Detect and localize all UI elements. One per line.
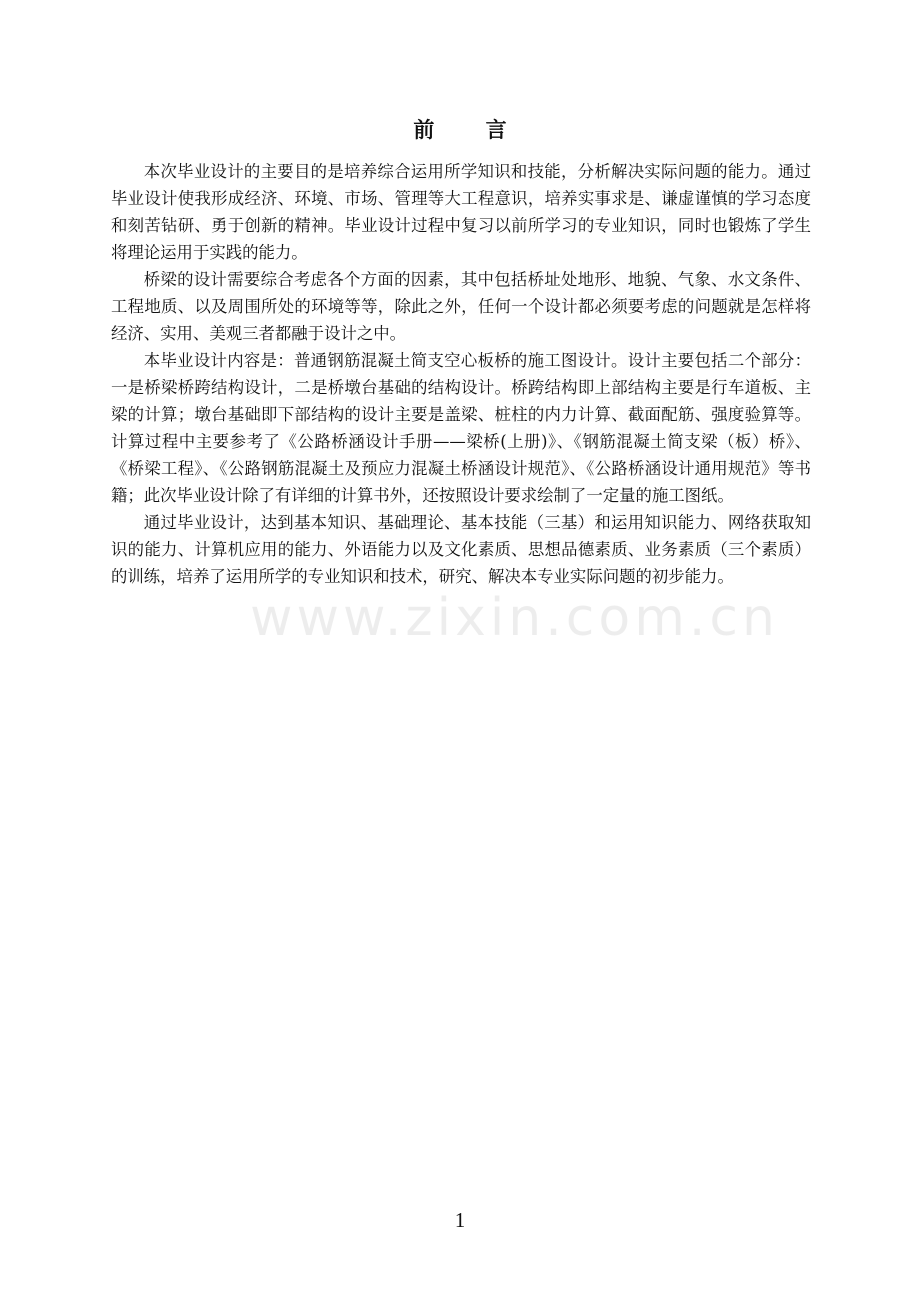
watermark: www.zixin.com.cn <box>250 588 779 648</box>
paragraph-1: 本次毕业设计的主要目的是培养综合运用所学知识和技能，分析解决实际问题的能力。通过毕业设计使我形成经济、环境、市场、管理等大工程意识，培养实事求是、谦虚谨慎的学习态度和刻苦钻研、勇于创新的精神。毕业设计过程中复习以前所学习的专业知识，同时也锻炼了学生将理论运用于实践的能力。 <box>111 162 811 262</box>
paragraph-3: 本毕业设计内容是：普通钢筋混凝土简支空心板桥的施工图设计。设计主要包括二个部分：一是桥梁桥跨结构设计，二是桥墩台基础的结构设计。桥跨结构即上部结构主要是行车道板、主梁的计算；墩台基础即下部结构的设计主要是盖梁、桩柱的内力计算、截面配筋、强度验算等。计算过程中主要参考了《公路桥涵设计手册——梁桥(上册)》、《钢筋混凝土简支梁（板）桥》、《桥梁工程》、《公路钢筋混凝土及预应力混凝土桥涵设计规范》、《公路桥涵设计通用规范》等书籍；此次毕业设计除了有详细的计算书外，还按照设计要求绘制了一定量的施工图纸。 <box>111 351 811 505</box>
page-title: 前 言 <box>413 118 529 142</box>
paragraph-4: 通过毕业设计，达到基本知识、基础理论、基本技能（三基）和运用知识能力、网络获取知识的能力、计算机应用的能力、外语能力以及文化素质、思想品德素质、业务素质（三个素质）的训练，培养了运用所学的专业知识和技术，研究、解决本专业实际问题的初步能力。 <box>111 513 811 586</box>
body-text <box>111 158 811 590</box>
paragraph-2: 桥梁的设计需要综合考虑各个方面的因素，其中包括桥址处地形、地貌、气象、水文条件、工程地质、以及周围所处的环境等等，除此之外，任何一个设计都必须要考虑的问题就是怎样将经济、实用、美观三者都融于设计之中。 <box>111 270 811 343</box>
page-number: 1 <box>454 1208 466 1232</box>
